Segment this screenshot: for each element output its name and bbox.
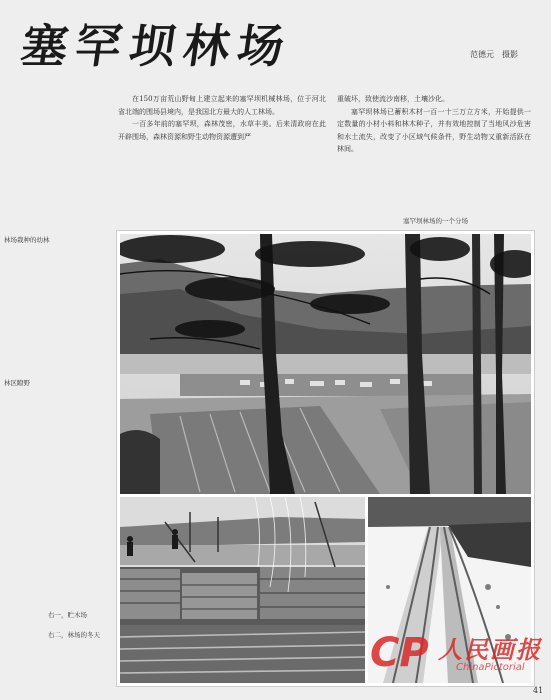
author-name: 范德元	[470, 50, 494, 59]
article-column-2	[337, 93, 531, 156]
caption-young-forest: 林场栽种的幼林	[4, 236, 50, 244]
page-number: 41	[533, 686, 544, 695]
article-column-1	[118, 93, 326, 143]
paragraph: 重破坏，致使流沙南移，土壤沙化。	[337, 95, 449, 103]
paragraph: 塞罕坝林场已蓄积木材一百一十三万立方米，开始提供一定数量的小材小料和林木种子，并有效地控制了当地风沙危害和水土流失，改变了小区域气候条件，野生动物又重新活跃在林间。	[337, 107, 531, 153]
credit-role: 摄影	[502, 50, 518, 59]
photo-timber-yard	[120, 497, 365, 683]
caption-winter: 右二，林场的冬天	[48, 631, 100, 639]
photo-winter-road	[368, 497, 531, 683]
paragraph: 在150万亩荒山野甸上建立起来的塞罕坝机械林场，位于河北省北端的围场县境内，是我国北方最大的人工林场。	[118, 95, 326, 116]
watermark-logo-letters: CP	[370, 630, 429, 674]
watermark-subtext: ChinaPictorial	[456, 662, 525, 673]
photo-collage	[117, 231, 534, 686]
caption-forest-view: 林区瞭野	[4, 379, 30, 387]
photo-credit	[470, 49, 518, 60]
photo-forest-branch	[120, 234, 531, 494]
caption-timber-yard: 右一，贮木场	[48, 611, 87, 619]
caption-main-photo: 塞罕坝林场的一个分场	[403, 217, 468, 225]
paragraph: 一百多年前的塞罕坝，森林茂密，水草丰美。后来清政府在此开辟围场，森林资源和野生动物资源遭到严	[118, 120, 326, 141]
article-title: 塞罕坝林场	[17, 19, 296, 73]
watermark-text: 人民画报	[438, 635, 542, 664]
